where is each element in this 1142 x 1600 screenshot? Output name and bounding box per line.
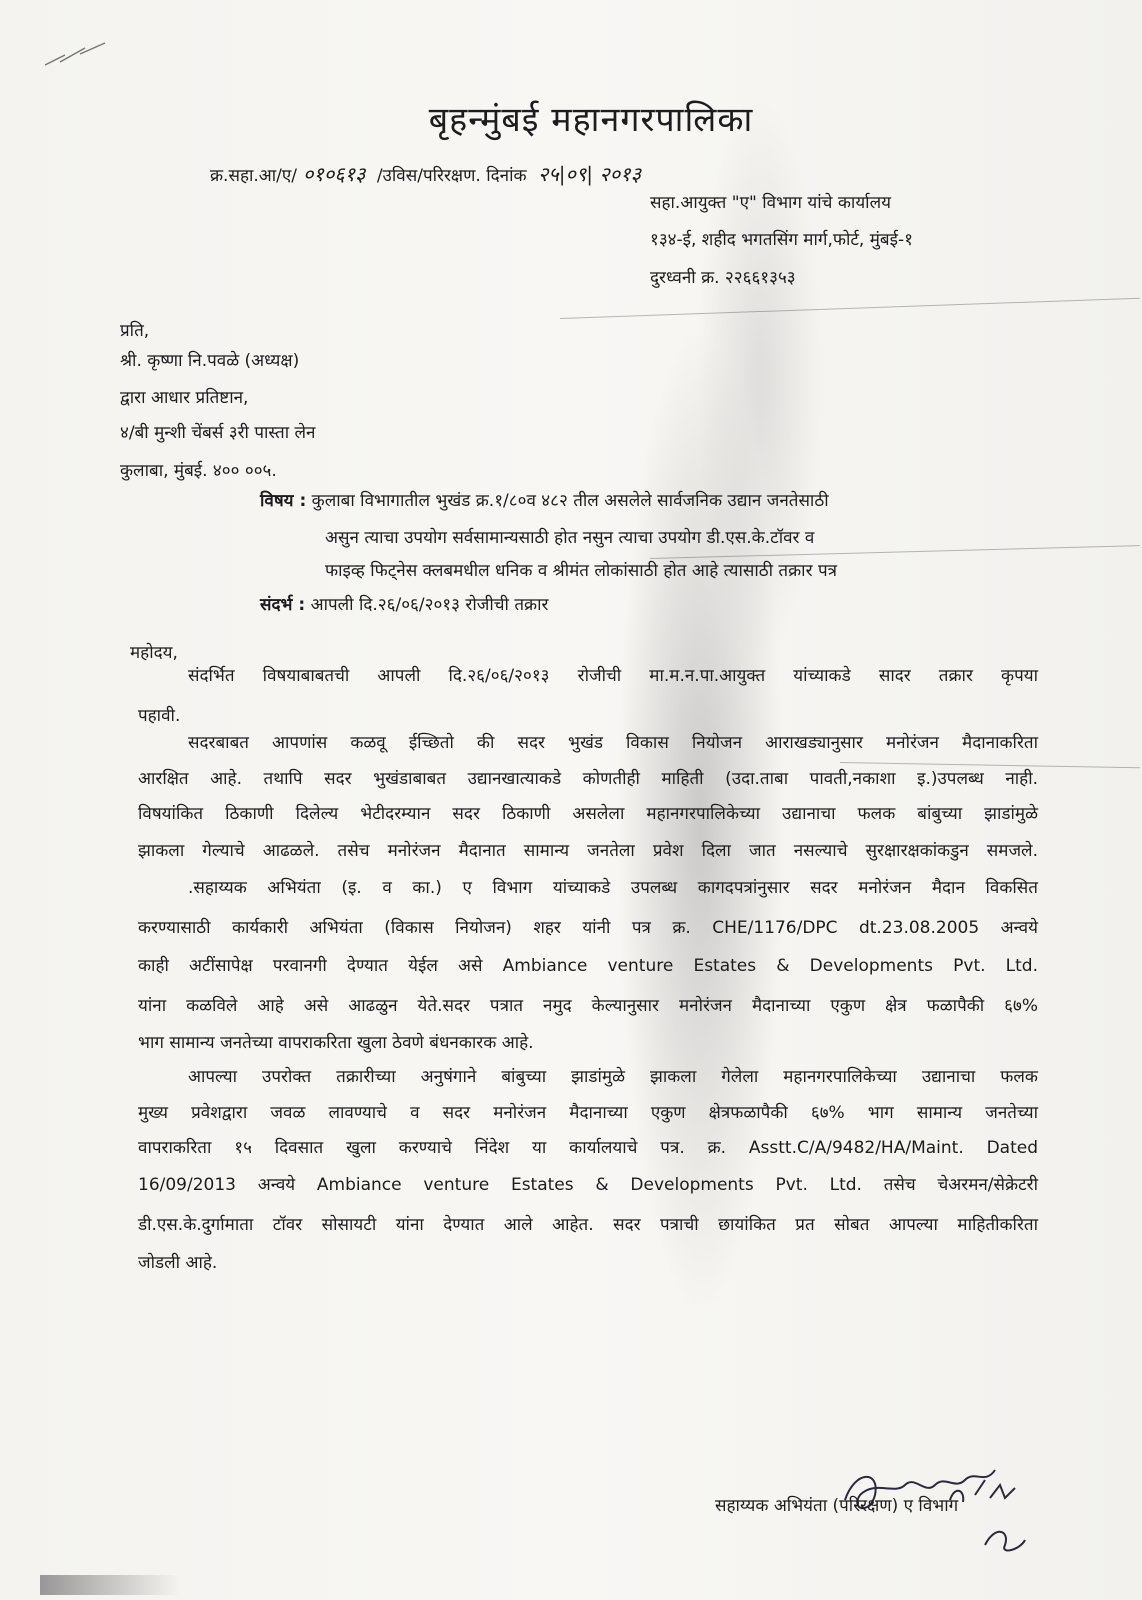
- paragraph-3-line: यांना कळविले आहे असे आढळुन येते.सदर पत्रात नमुद केल्यानुसार मनोरंजन मैदानाच्या एकुण क्षेत्र फळापैकी ६७%: [138, 996, 1038, 1016]
- recipient-salutation: प्रति,: [120, 321, 150, 341]
- paragraph-1-line: संदर्भित विषयाबाबतची आपली दि.२६/०६/२०१३ रोजीची मा.म.न.पा.आयुक्त यांच्याकडे सादर तक्रार कृपया: [188, 666, 1038, 686]
- paper-crease: [560, 298, 1140, 319]
- office-phone: दुरध्वनी क्र. २२६६१३५३: [650, 268, 796, 288]
- paragraph-2-line: सदरबाबत आपणांस कळवू ईच्छितो की सदर भुखंड विकास नियोजन आराखड्यानुसार मनोरंजन मैदानाकरिता: [188, 733, 1038, 753]
- paragraph-4-line: 16/09/2013 अन्वये Ambiance venture Estates & Developments Pvt. Ltd. तसेच चेअरमन/सेक्रेटरी: [138, 1175, 1038, 1195]
- signatory-designation: सहाय्यक अभियंता (परिरक्षण) ए विभाग: [715, 1496, 959, 1516]
- office-address: १३४-ई, शहीद भगतसिंग मार्ग,फोर्ट, मुंबई-१: [650, 230, 913, 250]
- paragraph-2-line: झाकला गेल्याचे आढळले. तसेच मनोरंजन मैदानात सामान्य जनतेला प्रवेश दिला जात नसल्याचे सुरक्षारक्षकांकडुन समजले.: [138, 841, 1038, 861]
- paragraph-4-line: डी.एस.के.दुर्गामाता टॉवर सोसायटी यांना देण्यात आले आहेत. सदर पत्राची छायांकित प्रत सोबत आपल्या माहितीकरिता: [138, 1215, 1038, 1235]
- ref-number: ०१०६१३: [303, 162, 366, 186]
- pen-mark-icon: [40, 40, 110, 70]
- subject-label: विषय :: [260, 491, 307, 511]
- scan-edge-smudge: [40, 1575, 180, 1595]
- reference-label: संदर्भ :: [260, 595, 306, 615]
- paragraph-4-line: मुख्य प्रवेशद्वारा जवळ लावण्याचे व सदर मनोरंजन मैदानाच्या एकुण क्षेत्रफळापैकी ६७% भाग सामान्य जनतेच्या: [138, 1103, 1038, 1123]
- subject-text-3: फाइव्ह फिट्नेस क्लबमधील धनिक व श्रीमंत लोकांसाठी होत आहे त्यासाठी तक्रार पत्र: [325, 561, 837, 581]
- subject-text-2: असुन त्याचा उपयोग सर्वसामान्यसाठी होत नसुन त्याचा उपयोग डी.एस.के.टॉवर व: [325, 528, 815, 548]
- paragraph-4-line: जोडली आहे.: [138, 1253, 218, 1273]
- paragraph-2-line: आरक्षित आहे. तथापि सदर भुखंडाबाबत उद्यानखात्याकडे कोणतीही माहिती (उदा.ताबा पावती,नकाशा इ.)उपलब्ध नाही.: [138, 769, 1038, 789]
- reference-text: आपली दि.२६/०६/२०१३ रोजीची तक्रार: [310, 595, 549, 615]
- paragraph-3-line: भाग सामान्य जनतेच्या वापराकरिता खुला ठेवणे बंधनकारक आहे.: [138, 1033, 534, 1053]
- office-name: सहा.आयुक्त "ए" विभाग यांचे कार्यालय: [650, 193, 891, 213]
- page-title: बृहन्मुंबई महानगरपालिका: [428, 100, 754, 140]
- ref-prefix: क्र.सहा.आ/ए/: [210, 166, 298, 186]
- paragraph-3-line: .सहाय्यक अभियंता (इ. व का.) ए विभाग यांच्याकडे उपलब्ध कागदपत्रांनुसार सदर मनोरंजन मैदान विकसित: [188, 878, 1038, 898]
- reference-number-line: [210, 160, 647, 187]
- ref-date: २५|०९| २०१३: [537, 162, 641, 186]
- ref-suffix: /उविस/परिरक्षण. दिनांक: [376, 166, 527, 186]
- reference-line: [260, 592, 548, 615]
- paragraph-4-line: आपल्या उपरोक्त तक्रारीच्या अनुषंगाने बांबुच्या झाडांमुळे झाकला गेलेला महानगरपालिकेच्या उद्यानाचा फलक: [188, 1067, 1038, 1087]
- paragraph-3-line: काही अटींसापेक्ष परवानगी देण्यात येईल असे Ambiance venture Estates & Developments Pvt. Ltd.: [138, 956, 1038, 976]
- paragraph-4-line: वापराकरिता १५ दिवसात खुला करण्याचे निंदेश या कार्यालयाचे पत्र. क्र. Asstt.C/A/9482/HA/Maint. Dated: [138, 1138, 1038, 1158]
- subject-text-1: कुलाबा विभागातील भुखंड क्र.१/८०व ४८२ तील असलेले सार्वजनिक उद्यान जनतेसाठी: [311, 491, 829, 511]
- subject-line: [260, 488, 829, 511]
- paragraph-2-line: विषयांकित ठिकाणी दिलेल्य भेटीदरम्यान सदर ठिकाणी असलेला महानगरपालिकेच्या उद्यानाचा फलक बांबुच्या झाडांमुळे: [138, 804, 1038, 824]
- paragraph-3-line: करण्यासाठी कार्यकारी अभियंता (विकास नियोजन) शहर यांनी पत्र क्र. CHE/1176/DPC dt.23.08.2005 अन्वये: [138, 918, 1038, 938]
- greeting: महोदय,: [130, 643, 178, 663]
- paragraph-1-line: पहावी.: [138, 706, 181, 726]
- recipient-org: द्वारा आधार प्रतिष्टान,: [120, 388, 249, 408]
- recipient-city: कुलाबा, मुंबई. ४०० ००५.: [120, 461, 277, 481]
- recipient-street: ४/बी मुन्शी चेंबर्स ३री पास्ता लेन: [120, 423, 316, 443]
- recipient-name: श्री. कृष्णा नि.पवळे (अध्यक्ष): [120, 351, 300, 371]
